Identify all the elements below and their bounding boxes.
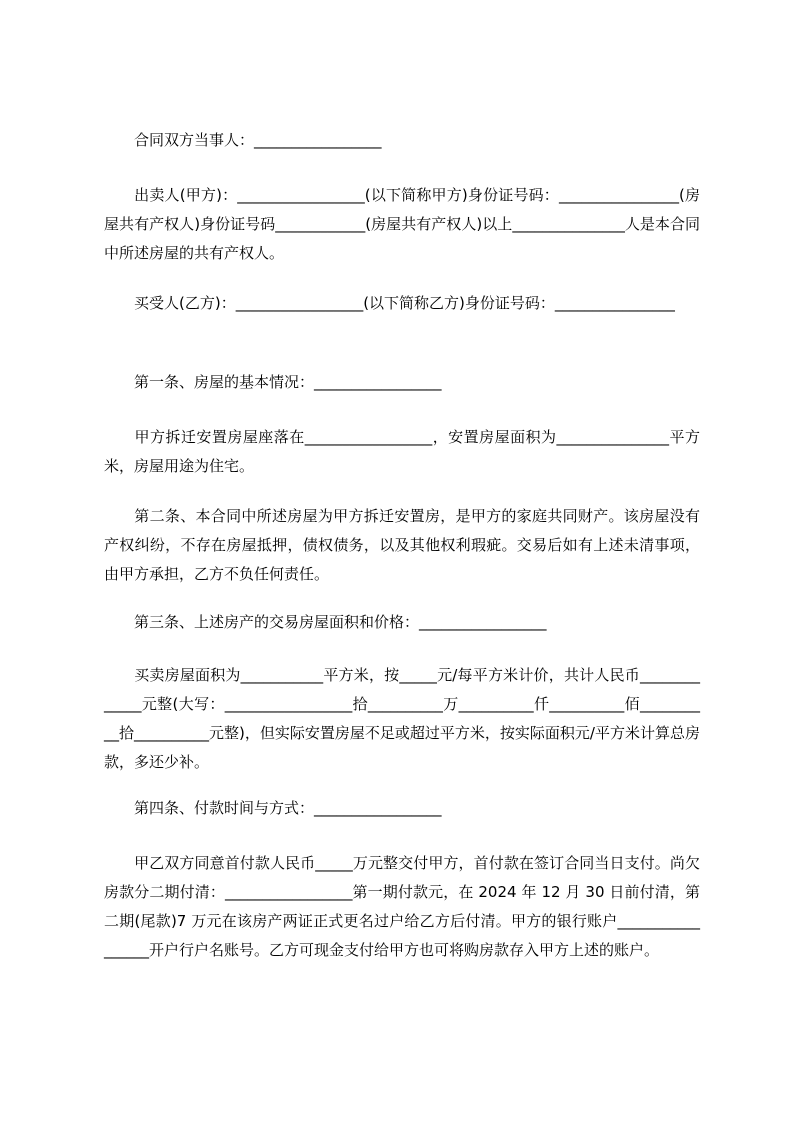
article-1-heading-text: 第一条、房屋的基本情况：_________________ (134, 373, 442, 391)
price-paragraph (104, 661, 700, 777)
property-location-text: 甲方拆迁安置房屋座落在_________________，安置房屋面积为_______________平方米，房屋用途为住宅。 (104, 428, 700, 475)
article-3-heading-text: 第三条、上述房产的交易房屋面积和价格：_________________ (134, 613, 547, 631)
property-location-paragraph (104, 423, 700, 481)
parties-paragraph (104, 126, 700, 155)
buyer-text: 买受人(乙方)：_________________(以下简称乙方)身份证号码：________________ (134, 294, 675, 312)
article-4-heading (104, 794, 700, 823)
payment-text: 甲乙双方同意首付款人民币_____万元整交付甲方，首付款在签订合同当日支付。尚欠房款分二期付清：_________________第一期付款元，在 2024 年 12 月 30 日前付清，第二期(尾款)7 万元在该房产两证正式更名过户给乙方后付清。甲方的银行账户_________________开户行户名账号。乙方可现金支付给甲方也可将购房款存入甲方上述的账户。 (104, 854, 700, 959)
article-3-heading (104, 608, 700, 637)
seller-paragraph (104, 181, 700, 268)
article-2-text: 第二条、本合同中所述房屋为甲方拆迁安置房，是甲方的家庭共同财产。该房屋没有产权纠纷，不存在房屋抵押，债权债务，以及其他权利瑕疵。交易后如有上述未清事项，由甲方承担，乙方不负任何责任。 (104, 507, 700, 583)
seller-text: 出卖人(甲方)：_________________(以下简称甲方)身份证号码：________________(房屋共有产权人)身份证号码____________(房屋共有产权人)以上_______________人是本合同中所述房屋的共有产权人。 (104, 186, 700, 262)
buyer-paragraph (104, 289, 700, 318)
payment-paragraph (104, 849, 700, 965)
article-1-heading (104, 368, 700, 397)
article-4-heading-text: 第四条、付款时间与方式：_________________ (134, 799, 442, 817)
price-text: 买卖房屋面积为___________平方米，按_____元/每平方米计价，共计人民币_____________元整(大写：_________________拾__________万__________仟__________佰__________拾__________元整)，但实际安置房屋不足或超过平方米，按实际面积元/平方米计算总房款，多还少补。 (104, 666, 700, 771)
parties-text: 合同双方当事人：_________________ (134, 131, 382, 149)
article-2-paragraph (104, 502, 700, 589)
